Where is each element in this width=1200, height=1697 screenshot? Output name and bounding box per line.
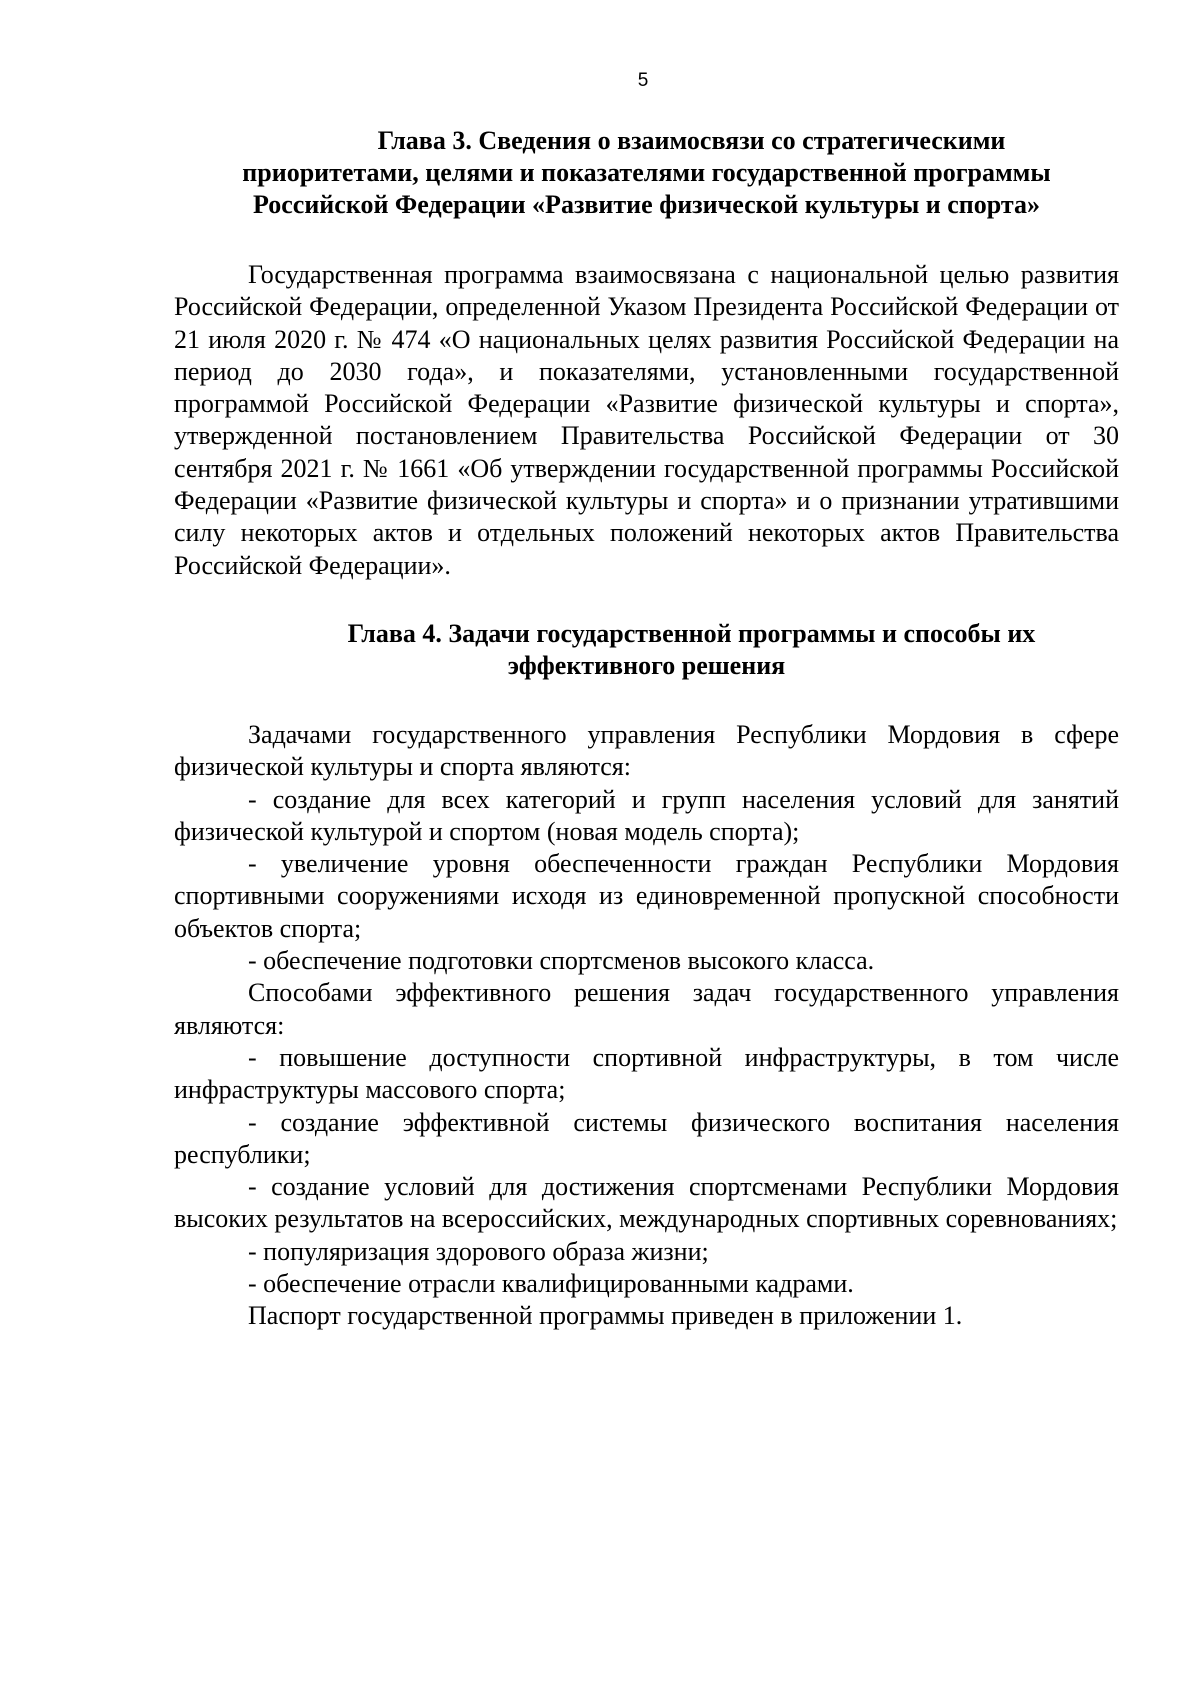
chapter-4-title-line: Глава 4. Задачи государственной программы и способы их	[347, 618, 1036, 648]
chapter-4-list-item: - создание условий для достижения спортсменами Республики Мордовия высоких результатов на всероссийских, международных спортивных соревнованиях;	[174, 1172, 1119, 1234]
chapter-4-title-line: эффективного решения	[507, 650, 786, 680]
chapter-4-list-item: - обеспечение подготовки спортсменов высокого класса.	[248, 946, 875, 976]
spacer	[174, 682, 1119, 719]
chapter-4-title	[174, 618, 1119, 682]
chapter-4-list-item: - повышение доступности спортивной инфраструктуры, в том числе инфраструктуры массового спорта;	[174, 1042, 1119, 1105]
spacer	[174, 221, 1119, 259]
chapter-4-list-item: - увеличение уровня обеспеченности граждан Республики Мордовия спортивными сооружениями исходя из единовременной пропускной способности объектов спорта;	[174, 849, 1119, 943]
chapter-3-body	[174, 259, 1119, 582]
chapter-3-title-line: Глава 3. Сведения о взаимосвязи со стратегическими	[377, 126, 1006, 155]
chapter-3-title	[174, 125, 1119, 221]
chapter-4-list-item: - создание эффективной системы физического воспитания населения республики;	[174, 1107, 1119, 1169]
chapter-4-paragraph: Паспорт государственной программы приведен в приложении 1.	[248, 1301, 963, 1331]
chapter-4-body	[174, 719, 1119, 1333]
chapter-4-list-item: - популяризация здорового образа жизни;	[248, 1236, 709, 1266]
page-number: 5	[637, 70, 649, 91]
document-body	[174, 125, 1119, 1333]
chapter-3-paragraph: Государственная программа взаимосвязана с национальной целью развития Российской Федерации, определенной Указом Президента Российской Федерации от 21 июля 2020 г. № 474 «О национальных целях развития Российской Федерации на период до 2030 года», и показателями, установленными государственной программой Российской Федерации «Развитие физической культуры и спорта», утвержденной постановлением Правительства Российской Федерации от 30 сентября 2021 г. № 1661 «Об утверждении государственной программы Российской Федерации «Развитие физической культуры и спорта» и о признании утратившими силу некоторых актов и отдельных положений некоторых актов Правительства Российской Федерации».	[174, 260, 1119, 580]
chapter-4-list-item: - создание для всех категорий и групп населения условий для занятий физической культурой и спортом (новая модель спорта);	[174, 784, 1119, 846]
chapter-4-list-item: - обеспечение отрасли квалифицированными кадрами.	[248, 1269, 854, 1299]
chapter-3-title-line: приоритетами, целями и показателями государственной программы	[242, 158, 1051, 187]
chapter-4-paragraph: Задачами государственного управления Республики Мордовия в сфере физической культуры и спорта являются:	[174, 719, 1119, 782]
spacer	[174, 582, 1119, 618]
chapter-4-paragraph: Способами эффективного решения задач государственного управления являются:	[174, 978, 1119, 1040]
chapter-3-title-line: Российской Федерации «Развитие физической культуры и спорта»	[253, 190, 1040, 219]
